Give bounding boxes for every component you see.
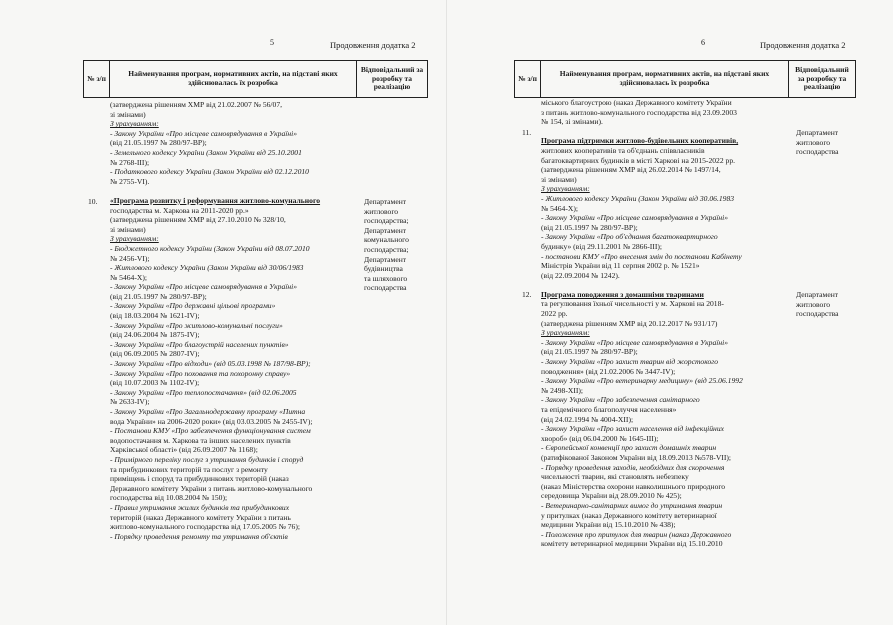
- text-line: (від 24.02.1994 № 4004-XII);: [541, 414, 634, 424]
- text-line: та епідемічного благополуччя населення»: [541, 405, 677, 414]
- responsible-line: та шляхового: [364, 273, 408, 283]
- text-line: - Закону України «Про теплопостачання» (від 02.06.2005: [110, 387, 297, 397]
- responsible-line: будівництва: [364, 264, 403, 274]
- page-number: 5: [270, 38, 274, 47]
- text-line: - Закону України «Про благоустрій населених пунктів»: [110, 339, 289, 349]
- left-page: [0, 0, 446, 625]
- text-line: (від 21.05.1997 № 280/97-ВР);: [541, 347, 638, 357]
- header-name: Найменування програм, нормативних актів, на підставі яких здійснювалась їх розробка: [541, 61, 789, 97]
- text-line: житлово-комунального господарства від 17.05.2005 № 76);: [110, 522, 300, 532]
- responsible-column: [364, 197, 409, 293]
- header-responsible: Відповідальний за розробку та реалізацію: [360, 65, 424, 92]
- text-line: З урахуванням:: [541, 184, 590, 194]
- text-line: - Порядку проведення заходів, необхідних для скорочення: [541, 462, 725, 472]
- text-line: - постанови КМУ «Про внесення змін до постанови Кабінету: [541, 251, 742, 261]
- text-line: З урахуванням:: [110, 234, 159, 244]
- header-name: Найменування програм, нормативних актів, на підставі яких здійснювалась їх розробка: [110, 61, 357, 97]
- text-line: середовища України від 28.09.2010 № 425);: [541, 491, 682, 501]
- responsible-line: господарства: [364, 283, 407, 293]
- page-number: 6: [701, 38, 705, 47]
- text-line: 2022 рр.: [541, 309, 568, 319]
- text-line: комітету ветеринарної медицини України від 15.10.2010: [541, 539, 723, 549]
- text-line: - Ветеринарно-санітарних вимог до утримання тварин: [541, 500, 723, 510]
- text-line: (від 22.09.2004 № 1242).: [541, 270, 620, 280]
- responsible-line: Департамент: [364, 254, 407, 264]
- text-line: - Закону України «Про місцеве самоврядування в Україні»: [541, 213, 729, 223]
- text-line: - Європейської конвенції про захист домашніх тварин: [541, 443, 717, 453]
- text-line: - Бюджетного кодексу України (Закон України від 08.07.2010: [110, 243, 310, 253]
- text-line: З урахуванням:: [541, 328, 590, 338]
- text-line: № 2633-IV);: [110, 397, 150, 407]
- text-line: (від 06.09.2005 № 2807-IV);: [110, 349, 200, 359]
- text-line: Харківської області» (від 26.09.2007 № 1168);: [110, 445, 258, 455]
- text-line: (наказ Міністерства охорони навколишнього природного: [541, 481, 726, 491]
- text-line: поводження» (від 21.02.2006 № 3447-IV);: [541, 366, 676, 376]
- text-line: - Закону України «Про забезпечення санітарного: [541, 395, 700, 405]
- continuation-label: Продовження додатка 2: [760, 40, 846, 50]
- text-line: - Закону України «Про житлово-комунальні послуги»: [110, 320, 283, 330]
- text-line: № 5464-X);: [110, 272, 147, 282]
- text-line: житлових кооперативів та об'єднань співвласників: [541, 145, 705, 155]
- header-num: № з/п: [515, 61, 541, 97]
- text-line: (від 21.05.1997 № 280/97-ВР);: [110, 291, 207, 301]
- row-number: 10.: [88, 197, 98, 206]
- text-line: № 5464-X);: [541, 203, 578, 213]
- responsible-11: [796, 128, 839, 157]
- text-line: господарства м. Харкова на 2011-2020 рр.»: [110, 205, 249, 215]
- responsible-12: [796, 290, 839, 319]
- text-line: № 2755-VI).: [110, 176, 150, 186]
- text-line: територій (наказ Державного комітету України з питань: [110, 512, 291, 522]
- text-line: господарства від 10.08.2004 № 150);: [110, 493, 228, 503]
- text-line: (затверджена рішенням ХМР від 27.10.2010 № 328/10,: [110, 215, 286, 225]
- text-line: зі змінами): [541, 174, 577, 184]
- text-line: чисельності тварин, які становлять небезпеку: [541, 472, 689, 482]
- text-line: (від 24.06.2004 № 1875-IV);: [110, 330, 200, 340]
- text-line: у притулках (наказ Державного комітету ветеринарної: [541, 510, 717, 520]
- text-line: [541, 280, 791, 290]
- table-header: [514, 60, 856, 98]
- responsible-line: Департамент: [796, 290, 839, 299]
- text-line: міського благоустрою (наказ Державного комітету України: [541, 98, 732, 107]
- text-line: - Закону України «Про об'єднання багатоквартирного: [541, 232, 718, 242]
- text-line: - Порядку проведення ремонту та утримання об'єктів: [110, 531, 288, 541]
- text-line: - Закону України «Про державні цільові програми»: [110, 301, 276, 311]
- text-line: - Закону України «Про ветеринарну медицину» (від 25.06.1992: [541, 376, 743, 386]
- text-line: - Закону України «Про місцеве самоврядування в Україні»: [541, 337, 729, 347]
- text-line: - Податкового кодексу України (Закон України від 02.12.2010: [110, 167, 309, 177]
- text-line: вода України» на 2006-2020 роки» (від 03.03.2005 № 2455-IV);: [110, 416, 313, 426]
- text-line: медицини України від 15.10.2010 № 438);: [541, 520, 676, 530]
- responsible-line: житлового: [796, 137, 831, 147]
- header-num: № з/п: [84, 61, 110, 97]
- table-header: [83, 60, 428, 98]
- text-line: (затверджена рішенням ХМР від 26.02.2014 № 1497/14,: [541, 165, 721, 175]
- text-line: - Постанови КМУ «Про забезпечення функціонування систем: [110, 426, 311, 436]
- text-line: приміщень і споруд та прибудинкових територій (наказ: [110, 474, 289, 484]
- text-line: [110, 186, 360, 196]
- responsible-line: житлового: [796, 299, 831, 309]
- text-line: (затверджена рішенням ХМР від 21.02.2007 № 56/07,: [110, 100, 283, 109]
- row-number-12: 12.: [522, 290, 532, 299]
- text-line: та регулювання їхньої чисельності у м. Харкові на 2018-: [541, 299, 724, 309]
- text-line: - Положення про притулок для тварин (наказ Державного: [541, 529, 732, 539]
- continuation-label: Продовження додатка 2: [330, 40, 416, 50]
- text-line: - Закону України «Про захист населення від інфекційних: [541, 424, 724, 434]
- text-line: - Правил утримання жилих будинків та прибудинкових: [110, 502, 290, 512]
- text-line: - Закону України «Про захист тварин від жорстокого: [541, 357, 719, 367]
- text-line: багатоквартирних будинків в місті Харкові на 2015-2022 рр.: [541, 155, 736, 165]
- text-line: хвороб» (від 06.04.2000 № 1645-III);: [541, 433, 659, 443]
- row-number-11: 11.: [522, 128, 532, 137]
- text-line: - Житлового кодексу України (Закон України від 30.06.1983: [541, 193, 735, 203]
- text-line: № 2456-VI);: [110, 253, 150, 263]
- responsible-line: комунального: [364, 235, 409, 245]
- responsible-line: Департамент: [364, 225, 407, 235]
- text-line: будинку» (від 29.11.2001 № 2866-III);: [541, 241, 663, 251]
- text-line: та прибудинкових територій та послуг з ремонту: [110, 464, 268, 474]
- text-line: Міністрів України від 11 серпня 2002 р. № 1521»: [541, 261, 700, 271]
- text-line: № 2768-III);: [110, 157, 150, 167]
- responsible-line: господарства;: [364, 216, 409, 226]
- text-line: Програма підтримки житлово-будівельних кооперативів,: [541, 136, 739, 146]
- text-line: зі змінами): [110, 109, 146, 119]
- text-line: (ратифікованої Законом України від 18.09.2013 №578-VII);: [541, 452, 732, 462]
- text-line: з питань житлово-комунального господарства від 23.09.2003: [541, 107, 737, 117]
- program-text: [110, 100, 360, 541]
- text-line: (від 21.05.1997 № 280/97-ВР);: [541, 222, 638, 232]
- text-line: (від 21.05.1997 № 280/97-ВР);: [110, 138, 207, 148]
- text-line: № 2498-XII);: [541, 385, 584, 395]
- text-line: - Земельного кодексу України (Закон України від 25.10.2001: [110, 147, 302, 157]
- text-line: Державного комітету України з питань житлово-комунального: [110, 483, 313, 493]
- responsible-line: житлового: [364, 206, 399, 216]
- text-line: водопостачання м. Харкова та інших населених пунктів: [110, 435, 291, 445]
- text-line: Програма поводження з домашніми тваринами: [541, 289, 704, 299]
- text-line: - Закону України «Про поховання та похоронну справу»: [110, 368, 291, 378]
- text-line: № 154, зі змінами).: [541, 117, 603, 127]
- text-line: - Примірного переліку послуг з утримання будинків і споруд: [110, 454, 304, 464]
- text-line: - Закону України «Про місцеве самоврядування в Україні»: [110, 282, 298, 292]
- text-line: - Житлового кодексу України (Закон України від 30/06/1983: [110, 263, 304, 273]
- text-line: [541, 127, 791, 137]
- text-line: «Програма розвитку і реформування житлово-комунального: [110, 195, 321, 205]
- text-line: (затверджена рішенням ХМР від 20.12.2017 № 931/17): [541, 318, 718, 328]
- text-line: (від 18.03.2004 № 1621-IV);: [110, 311, 200, 321]
- responsible-line: Департамент: [364, 197, 407, 206]
- text-line: зі змінами): [110, 224, 146, 234]
- text-line: - Закону України «Про Загальнодержавну програму «Питна: [110, 407, 306, 416]
- right-page: [447, 0, 893, 625]
- text-line: (від 10.07.2003 № 1102-IV);: [110, 378, 200, 388]
- program-text: [541, 98, 791, 549]
- responsible-line: господарства: [796, 147, 839, 157]
- text-line: - Закону України «Про відходи» (від 05.03.1998 № 187/98-ВР);: [110, 359, 311, 369]
- responsible-line: господарства;: [364, 244, 409, 254]
- text-line: З урахуванням:: [110, 119, 159, 129]
- responsible-line: Департамент: [796, 128, 839, 137]
- responsible-line: господарства: [796, 309, 839, 319]
- header-responsible: Відповідальний за розробку та реалізацію: [795, 65, 849, 92]
- text-line: - Закону України «Про місцеве самоврядування в Україні»: [110, 128, 298, 138]
